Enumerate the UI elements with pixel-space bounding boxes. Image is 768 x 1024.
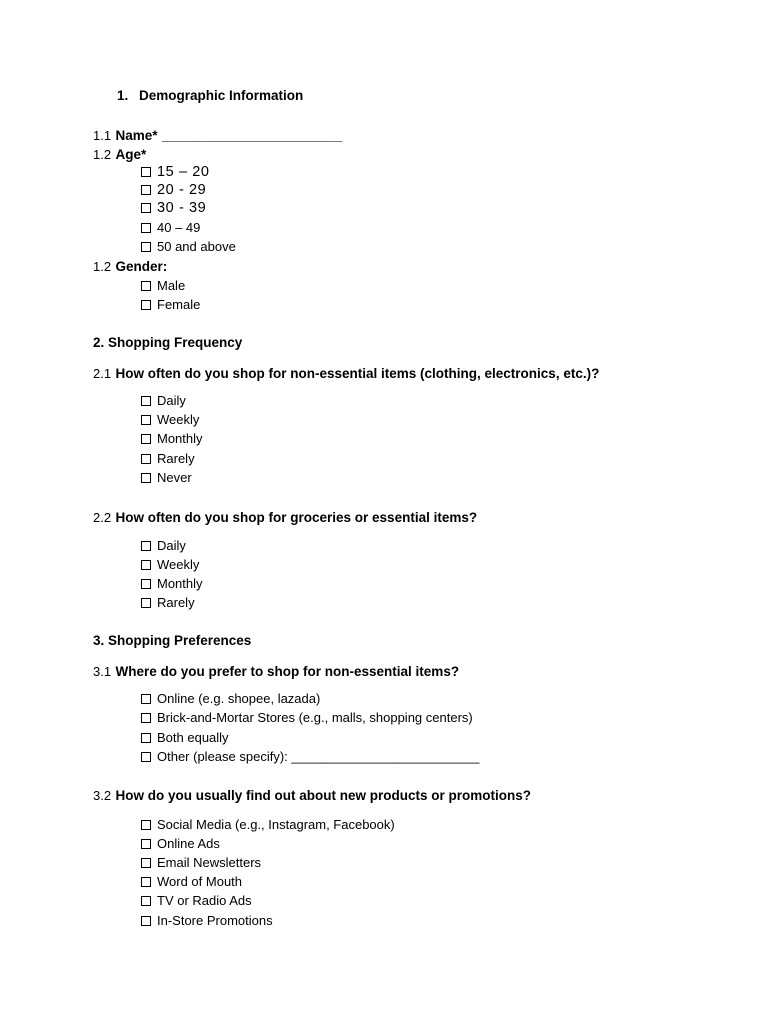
checkbox-icon[interactable] [141,223,151,233]
question-number: 3.1 [93,664,112,679]
option-label: 30 - 39 [157,200,207,216]
question-3-1 [93,663,459,681]
option-label: Never [157,470,192,485]
option-label: Email Newsletters [157,855,262,870]
checkbox-option[interactable] [141,451,195,466]
checkbox-icon[interactable] [141,694,151,704]
question-label: How do you usually find out about new products or promotions? [115,788,532,803]
checkbox-icon[interactable] [141,820,151,830]
option-label: 50 and above [157,239,236,254]
section-1-title: Demographic Information [139,88,304,103]
question-number: 1.2 [93,147,112,162]
option-label: Brick-and-Mortar Stores (e.g., malls, shopping centers) [157,710,473,725]
checkbox-icon[interactable] [141,396,151,406]
option-label: Female [157,297,201,312]
option-label: 40 – 49 [157,220,201,235]
checkbox-icon[interactable] [141,896,151,906]
checkbox-option[interactable] [141,200,206,216]
option-label: Rarely [157,451,195,466]
checkbox-option[interactable] [141,874,242,889]
option-label: Daily [157,538,186,553]
question-number: 2.2 [93,510,112,525]
question-label: Gender: [115,259,168,274]
checkbox-option[interactable] [141,538,186,553]
option-label: Monthly [157,576,203,591]
question-number: 1.1 [93,128,112,143]
checkbox-option[interactable] [141,749,479,764]
checkbox-option[interactable] [141,431,203,446]
checkbox-icon[interactable] [141,713,151,723]
checkbox-option[interactable] [141,412,199,427]
option-label: Monthly [157,431,203,446]
option-label: Daily [157,393,186,408]
name-blank[interactable]: ________________________ [162,128,343,143]
question-label: Where do you prefer to shop for non-essential items? [115,664,460,679]
checkbox-option[interactable] [141,691,320,706]
question-number: 2.1 [93,366,112,381]
checkbox-icon[interactable] [141,598,151,608]
question-label: Name* [115,128,158,143]
checkbox-option[interactable] [141,182,206,198]
section-3-title: 3. Shopping Preferences [93,633,252,648]
option-label: Online Ads [157,836,220,851]
checkbox-option[interactable] [141,164,210,180]
question-2-1 [93,365,599,383]
option-label: Weekly [157,412,200,427]
section-2-title: 2. Shopping Frequency [93,335,243,350]
option-label: Rarely [157,595,195,610]
checkbox-option[interactable] [141,393,186,408]
checkbox-option[interactable] [141,557,199,572]
option-label: In-Store Promotions [157,913,273,928]
option-label: Other (please specify): __________________________ [157,749,480,764]
checkbox-icon[interactable] [141,434,151,444]
checkbox-option[interactable] [141,595,195,610]
option-label: 20 - 29 [157,182,207,198]
checkbox-option[interactable] [141,855,261,870]
question-2-2 [93,509,477,527]
checkbox-icon[interactable] [141,858,151,868]
checkbox-option[interactable] [141,239,236,254]
checkbox-option[interactable] [141,817,395,832]
checkbox-icon[interactable] [141,473,151,483]
checkbox-option[interactable] [141,297,200,312]
checkbox-icon[interactable] [141,185,151,195]
checkbox-icon[interactable] [141,877,151,887]
option-label: Both equally [157,730,229,745]
question-name [93,127,342,145]
checkbox-icon[interactable] [141,916,151,926]
option-label: 15 – 20 [157,164,210,180]
option-label: Male [157,278,186,293]
checkbox-icon[interactable] [141,579,151,589]
question-3-2 [93,787,531,805]
section-1-number: 1. [117,88,129,103]
checkbox-icon[interactable] [141,415,151,425]
question-gender [93,258,167,276]
checkbox-icon[interactable] [141,203,151,213]
question-number: 1.2 [93,259,112,274]
checkbox-option[interactable] [141,278,185,293]
checkbox-option[interactable] [141,730,229,745]
checkbox-icon[interactable] [141,733,151,743]
question-label: How often do you shop for non-essential items (clothing, electronics, etc.)? [115,366,600,381]
checkbox-icon[interactable] [141,281,151,291]
checkbox-option[interactable] [141,470,192,485]
question-age [93,146,146,164]
checkbox-icon[interactable] [141,839,151,849]
checkbox-option[interactable] [141,576,203,591]
checkbox-icon[interactable] [141,752,151,762]
option-label: Online (e.g. shopee, lazada) [157,691,321,706]
checkbox-icon[interactable] [141,300,151,310]
checkbox-icon[interactable] [141,454,151,464]
checkbox-icon[interactable] [141,560,151,570]
checkbox-option[interactable] [141,913,273,928]
question-number: 3.2 [93,788,112,803]
question-label: How often do you shop for groceries or essential items? [115,510,478,525]
checkbox-icon[interactable] [141,242,151,252]
checkbox-option[interactable] [141,710,473,725]
checkbox-icon[interactable] [141,167,151,177]
checkbox-icon[interactable] [141,541,151,551]
checkbox-option[interactable] [141,836,220,851]
option-label: Social Media (e.g., Instagram, Facebook) [157,817,395,832]
option-label: TV or Radio Ads [157,893,252,908]
checkbox-option[interactable] [141,893,252,908]
question-label: Age* [115,147,147,162]
option-label: Word of Mouth [157,874,243,889]
option-label: Weekly [157,557,200,572]
checkbox-option[interactable] [141,220,200,235]
